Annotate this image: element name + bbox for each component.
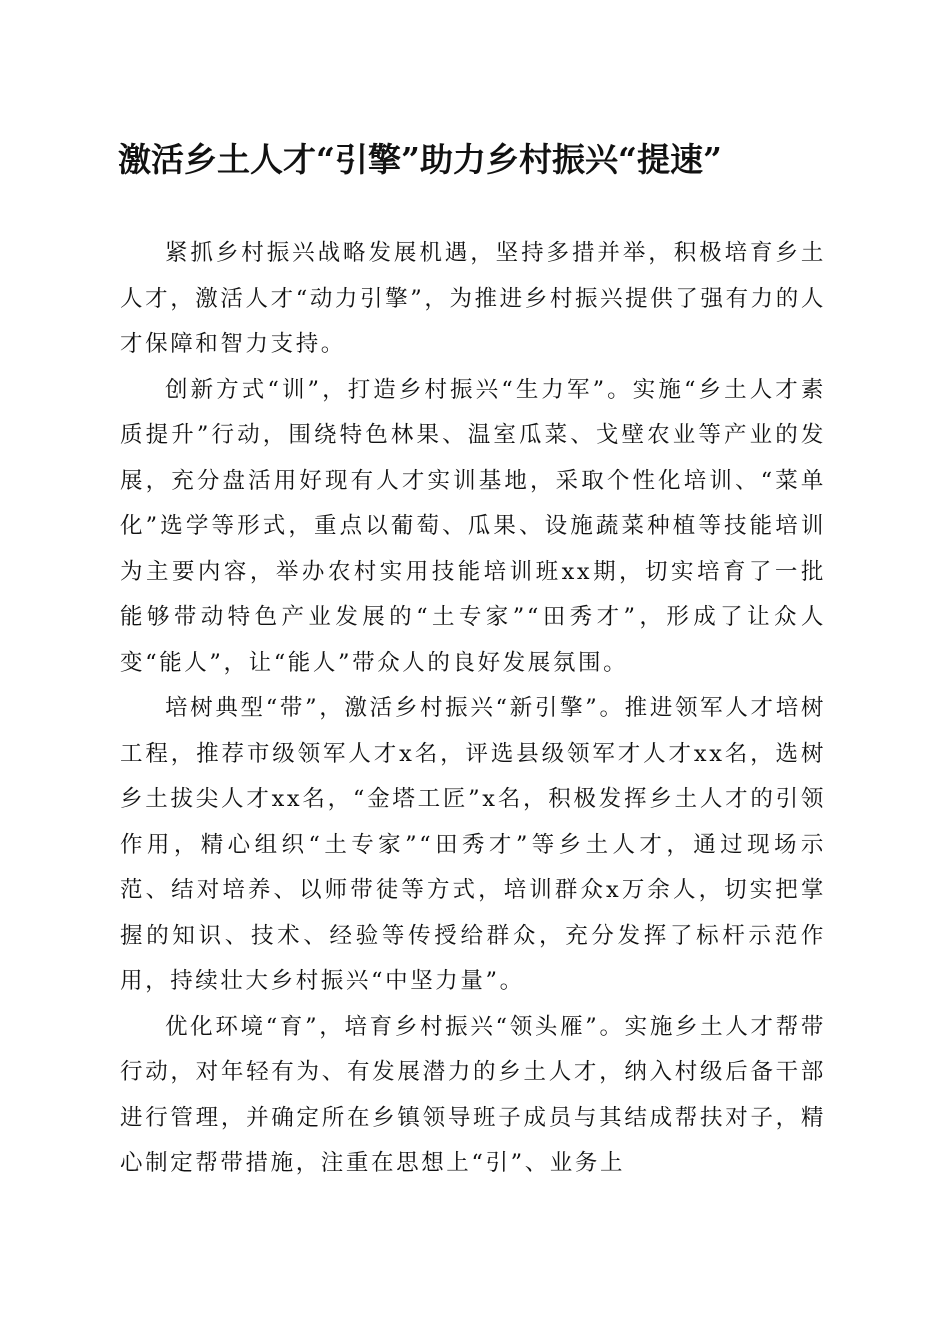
- paragraph-training: 创新方式“训”，打造乡村振兴“生力军”。实施“乡土人才素质提升”行动，围绕特色林果、温室瓜菜、戈壁农业等产业的发展，充分盘活用好现有人才实训基地，采取个性化培训、“菜单化”选学等形式，重点以葡萄、瓜果、设施蔬菜种植等技能培训为主要内容，举办农村实用技能培训班xx期，切实培育了一批能够带动特色产业发展的“土专家”“田秀才”，形成了让众人变“能人”，让“能人”带众人的良好发展氛围。: [120, 376, 826, 676]
- paragraph-intro: 紧抓乡村振兴战略发展机遇，坚持多措并举，积极培育乡土人才，激活人才“动力引擎”，为推进乡村振兴提供了强有力的人才保障和智力支持。: [120, 240, 826, 357]
- document-title: 激活乡土人才“引擎”助力乡村振兴“提速”: [118, 140, 722, 179]
- document-body: [120, 231, 826, 1187]
- paragraph-role-models: 培树典型“带”，激活乡村振兴“新引擎”。推进领军人才培树工程，推荐市级领军人才x名，评选县级领军才人才xx名，选树乡土拔尖人才xx名，“金塔工匠”x名，积极发挥乡土人才的引领作用，精心组织“土专家”“田秀才”等乡土人才，通过现场示范、结对培养、以师带徒等方式，培训群众x万余人，切实把掌握的知识、技术、经验等传授给群众，充分发挥了标杆示范作用，持续壮大乡村振兴“中坚力量”。: [120, 695, 826, 994]
- paragraph-environment: 优化环境“育”，培育乡村振兴“领头雁”。实施乡土人才帮带行动，对年轻有为、有发展潜力的乡土人才，纳入村级后备干部进行管理，并确定所在乡镇领导班子成员与其结成帮扶对子，精心制定帮带措施，注重在思想上“引”、业务上: [120, 1013, 826, 1176]
